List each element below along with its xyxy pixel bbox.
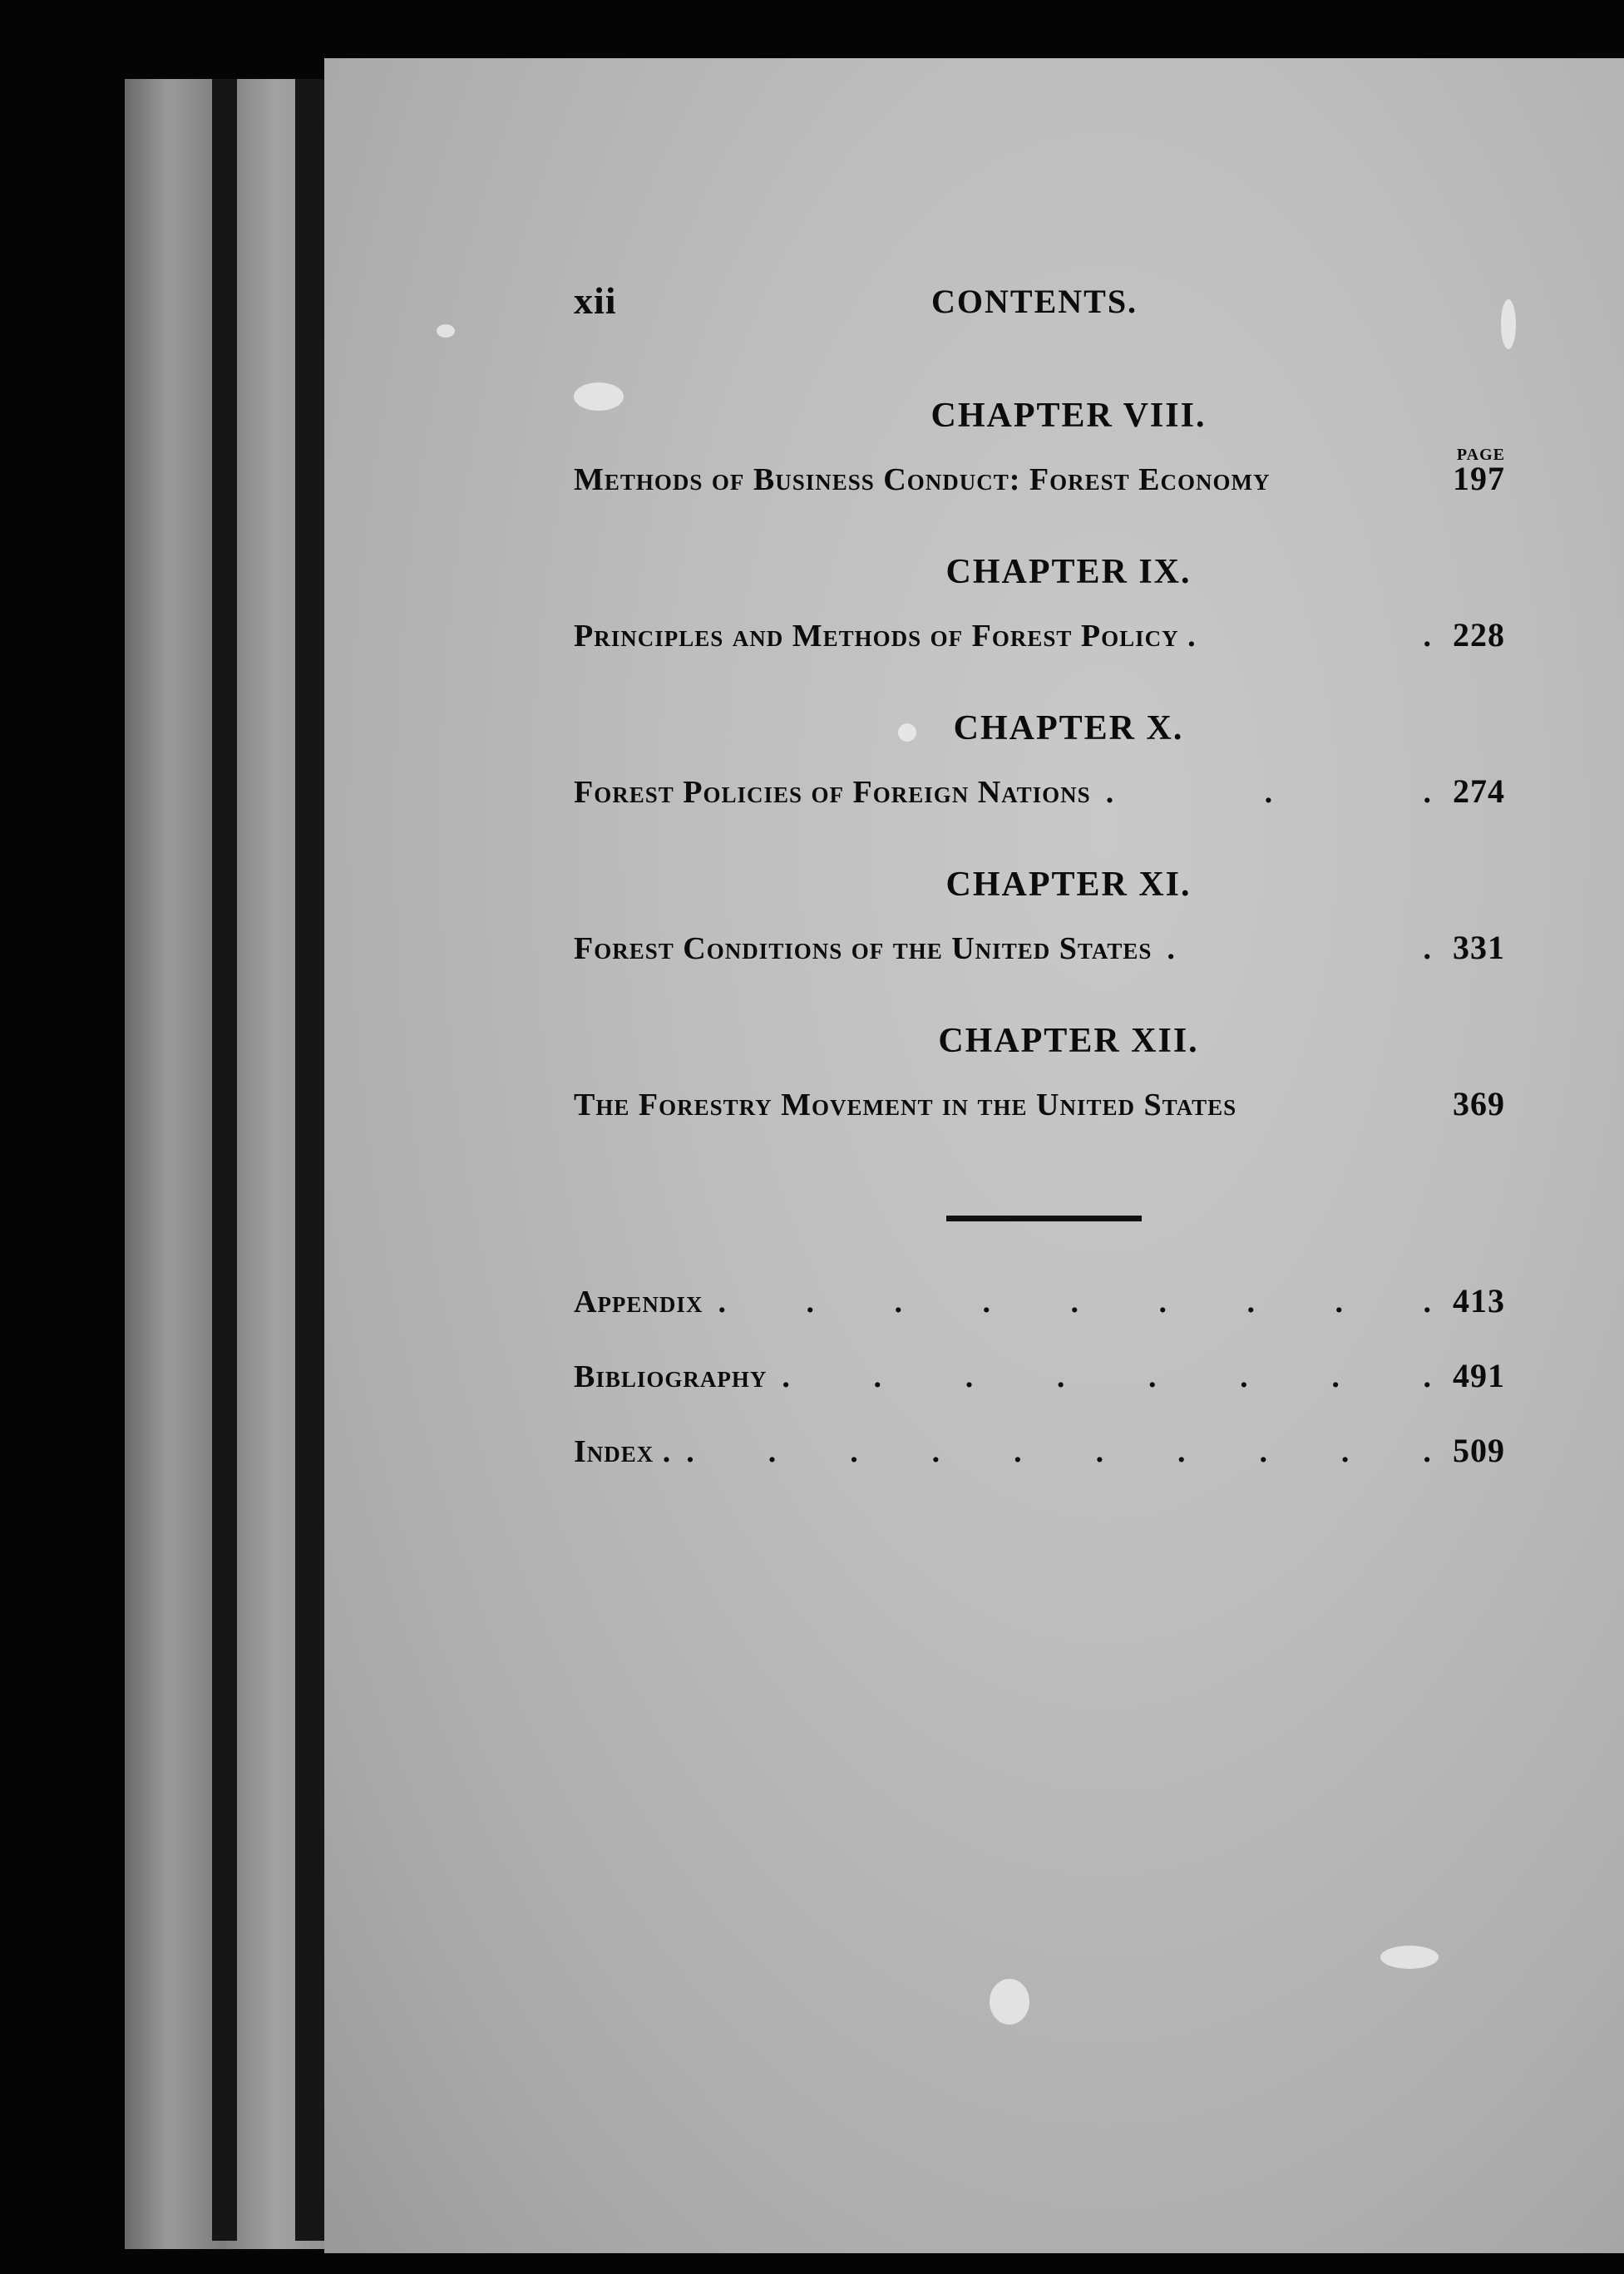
leader-dot: . [873, 1359, 883, 1394]
toc-line [574, 928, 1505, 983]
chapter-title: Methods of Business Conduct: Forest Economy [574, 462, 1271, 497]
chapter-heading: CHAPTER VIII. [930, 397, 1207, 435]
spine-shadow [212, 79, 237, 2241]
leader-dot: . [1240, 1359, 1249, 1394]
toc-line [574, 1084, 1505, 1139]
leader-dot: . [1423, 1285, 1432, 1320]
leader-dot: . [1264, 775, 1274, 810]
leader-dot: . [1423, 1434, 1432, 1469]
leader-dot: . [982, 1285, 991, 1320]
chapter-page: 197 [1453, 460, 1505, 497]
dot-leader [703, 1284, 1447, 1320]
paper-speck [1380, 1946, 1439, 1969]
leader-dot: . [1014, 1434, 1023, 1469]
back-matter-title: Index . [574, 1434, 672, 1469]
dot-leader [767, 1359, 1447, 1395]
leader-dot: . [1177, 1434, 1187, 1469]
leader-dot: . [1246, 1285, 1256, 1320]
leader-dot: . [1095, 1434, 1105, 1469]
toc-line [574, 772, 1505, 826]
back-matter-page: 491 [1453, 1357, 1505, 1394]
leader-dot: . [931, 1434, 941, 1469]
back-matter-page: 509 [1453, 1432, 1505, 1469]
back-matter-line [574, 1281, 1505, 1356]
chapter-title: Principles and Methods of Forest Policy . [574, 619, 1197, 654]
table-of-contents [574, 391, 1505, 1506]
leader-dot: . [1070, 1285, 1079, 1320]
leader-dot: . [1148, 1359, 1158, 1394]
leader-dot: . [1158, 1285, 1167, 1320]
section-rule [946, 1216, 1142, 1221]
chapter-heading: CHAPTER XII. [938, 1022, 1199, 1060]
leader-dot: . [1423, 619, 1432, 654]
chapter-heading: CHAPTER XI. [945, 866, 1192, 904]
leader-dot: . [1167, 931, 1176, 966]
chapter-entry [574, 547, 1505, 703]
chapter-page: 331 [1453, 929, 1505, 966]
paper-speck [437, 324, 455, 338]
spine-shadow [295, 79, 328, 2241]
chapter-page: 274 [1453, 772, 1505, 810]
paper-speck [990, 1979, 1029, 2025]
dot-leader [671, 1433, 1447, 1470]
back-matter-line [574, 1356, 1505, 1431]
chapter-page: 369 [1453, 1085, 1505, 1122]
leader-dot: . [718, 1285, 727, 1320]
leader-dot: . [1335, 1285, 1344, 1320]
back-matter-title: Appendix [574, 1285, 703, 1320]
chapter-title: Forest Conditions of the United States [574, 931, 1153, 966]
leader-dot: . [782, 1359, 791, 1394]
dot-leader [1091, 774, 1447, 811]
leader-dot: . [1340, 1434, 1350, 1469]
page-number: xii [574, 279, 617, 322]
leader-dot: . [1056, 1359, 1066, 1394]
back-matter-page: 413 [1453, 1282, 1505, 1320]
leader-dot: . [894, 1285, 903, 1320]
page-header [574, 279, 1505, 337]
leader-dot: . [768, 1434, 777, 1469]
back-matter-title: Bibliography [574, 1359, 768, 1394]
leader-dot: . [1423, 931, 1432, 966]
chapter-entry [574, 703, 1505, 860]
chapter-title: The Forestry Movement in the United States [574, 1088, 1237, 1122]
leader-dot: . [806, 1285, 815, 1320]
dot-leader [1152, 930, 1447, 967]
leader-dot: . [686, 1434, 695, 1469]
page-column-label: PAGE [1456, 446, 1505, 464]
chapter-page: 228 [1453, 616, 1505, 654]
toc-line [574, 615, 1505, 670]
leader-dot: . [1331, 1359, 1340, 1394]
chapter-heading: CHAPTER IX. [945, 553, 1192, 591]
back-matter-line [574, 1431, 1505, 1506]
chapter-entry [574, 391, 1505, 547]
dot-leader [1197, 618, 1447, 654]
chapter-heading: CHAPTER X. [953, 709, 1184, 747]
leader-dot: . [1423, 1359, 1432, 1394]
leader-dot: . [1423, 775, 1432, 810]
leader-dot: . [965, 1359, 975, 1394]
chapter-entry [574, 1016, 1505, 1172]
running-title: CONTENTS. [931, 283, 1138, 320]
toc-line [574, 459, 1505, 514]
chapter-title: Forest Policies of Foreign Nations [574, 775, 1091, 810]
leader-dot: . [1105, 775, 1115, 810]
leader-dot: . [1259, 1434, 1268, 1469]
leader-dot: . [850, 1434, 859, 1469]
chapter-entry [574, 860, 1505, 1016]
